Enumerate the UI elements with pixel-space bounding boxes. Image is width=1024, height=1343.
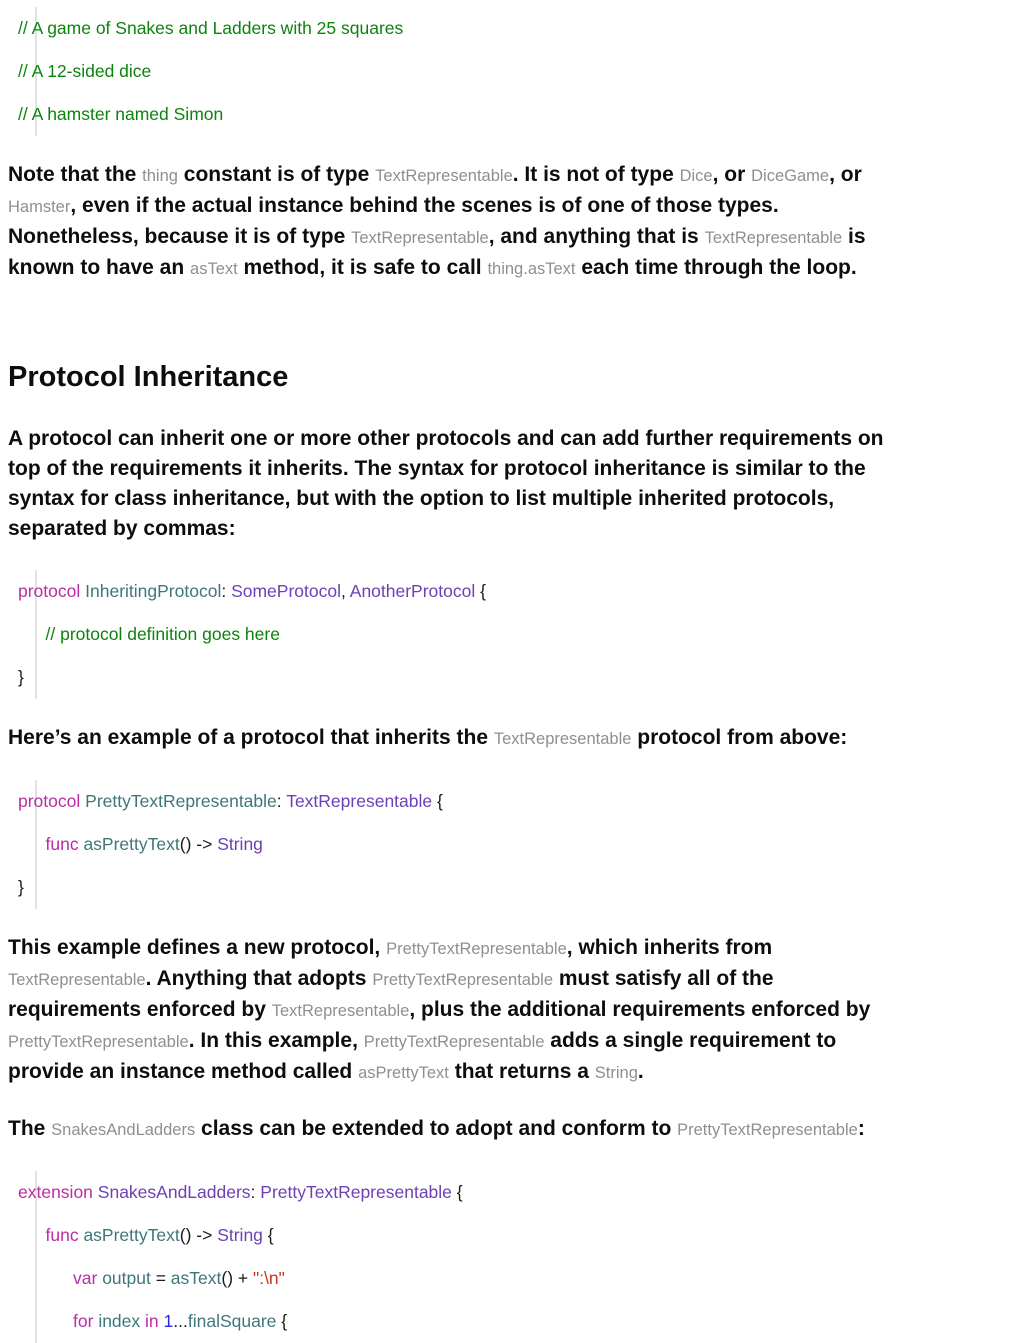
code-text: must satisfy all of the xyxy=(553,967,774,990)
code-type: PrettyTextRepresentable xyxy=(260,1182,452,1202)
code-text: class can be extended to adopt and conform to xyxy=(195,1117,678,1140)
code-identifier: InheritingProtocol xyxy=(85,581,222,601)
code-text: Nonetheless, because it is of type xyxy=(8,225,352,248)
code-line xyxy=(0,1214,1024,1257)
code-string: ":\n" xyxy=(252,1268,285,1288)
code-text: Here’s an example of a protocol that inherits the xyxy=(8,726,494,749)
code-type: AnotherProtocol xyxy=(349,581,476,601)
code-identifier: asPrettyText xyxy=(83,834,180,854)
inline-code: TextRepresentable xyxy=(271,1002,410,1020)
inline-code: PrettyTextRepresentable xyxy=(363,1033,545,1051)
code-text: () + xyxy=(221,1268,253,1288)
code-keyword: for xyxy=(73,1311,94,1331)
code-text: . In this example, xyxy=(188,1029,364,1052)
section-heading: Protocol Inheritance xyxy=(8,361,289,393)
code-text: { xyxy=(262,1225,274,1245)
code-text: { xyxy=(475,581,486,601)
code-type: String xyxy=(217,1225,263,1245)
inline-code: PrettyTextRepresentable xyxy=(372,971,553,989)
inline-code: PrettyTextRepresentable xyxy=(677,1121,858,1139)
code-text: : xyxy=(221,581,232,601)
paragraph-line xyxy=(8,484,1014,514)
code-line xyxy=(0,613,1024,656)
code-identifier: finalSquare xyxy=(187,1311,277,1331)
paragraph xyxy=(8,160,1014,284)
code-listing xyxy=(0,780,1024,909)
code-text: . xyxy=(637,1060,644,1083)
code-line xyxy=(0,1257,1024,1300)
paragraph-line xyxy=(8,160,1014,191)
inline-code: Dice xyxy=(679,167,713,185)
code-text: constant is of type xyxy=(177,163,376,186)
code-text: method, it is safe to call xyxy=(237,256,488,279)
code-text: , xyxy=(341,581,350,601)
code-text: This example defines a new protocol, xyxy=(8,936,387,959)
code-text: : xyxy=(857,1117,865,1140)
paragraph xyxy=(8,933,1014,1088)
code-keyword: var xyxy=(73,1268,98,1288)
code-text: , and anything that is xyxy=(488,225,705,248)
code-text: () -> xyxy=(179,834,218,854)
paragraph-line xyxy=(8,1057,1014,1088)
code-listing xyxy=(0,7,1024,136)
code-line xyxy=(0,823,1024,866)
code-text: () -> xyxy=(179,1225,218,1245)
code-comment: // A 12-sided dice xyxy=(18,61,152,81)
inline-code: SnakesAndLadders xyxy=(51,1121,196,1139)
inline-code: TextRepresentable xyxy=(8,971,146,989)
code-comment: // A hamster named Simon xyxy=(18,104,224,124)
code-keyword: func xyxy=(45,834,79,854)
code-text: A protocol can inherit one or more other protocols and can add further requirements on xyxy=(8,427,884,450)
code-text: : xyxy=(250,1182,261,1202)
code-listing xyxy=(0,1171,1024,1343)
paragraph xyxy=(8,1114,1014,1145)
code-line xyxy=(0,570,1024,613)
code-comment: // A game of Snakes and Ladders with 25 squares xyxy=(18,18,404,38)
code-text: syntax for class inheritance, but with the option to list multiple inherited protocols, xyxy=(8,487,835,510)
paragraph-line xyxy=(8,964,1014,995)
code-text: known to have an xyxy=(8,256,191,279)
code-type: SomeProtocol xyxy=(231,581,341,601)
inline-code: thing xyxy=(142,167,178,185)
inline-code: asText xyxy=(190,260,238,278)
code-type: TextRepresentable xyxy=(286,791,433,811)
code-text: : xyxy=(276,791,287,811)
code-identifier: output xyxy=(102,1268,151,1288)
code-line xyxy=(0,93,1024,136)
code-text: separated by commas: xyxy=(8,517,236,540)
code-identifier: asText xyxy=(170,1268,222,1288)
inline-code: thing.asText xyxy=(487,260,576,278)
code-keyword: protocol xyxy=(18,791,81,811)
code-text: , plus the additional requirements enforced by xyxy=(409,998,871,1021)
inline-code: DiceGame xyxy=(751,167,830,185)
paragraph-line xyxy=(8,424,1014,454)
code-line xyxy=(0,1300,1024,1343)
inline-code: String xyxy=(594,1064,638,1082)
paragraph-line xyxy=(8,723,1014,754)
code-line xyxy=(0,7,1024,50)
code-line xyxy=(0,1171,1024,1214)
code-line xyxy=(0,656,1024,699)
inline-code: TextRepresentable xyxy=(493,730,632,748)
inline-code: TextRepresentable xyxy=(704,229,843,247)
code-type: SnakesAndLadders xyxy=(97,1182,251,1202)
code-listing xyxy=(0,570,1024,699)
code-comment: // protocol definition goes here xyxy=(45,624,280,644)
code-line xyxy=(0,866,1024,909)
inline-code: TextRepresentable xyxy=(375,167,513,185)
code-text: = xyxy=(150,1268,171,1288)
paragraph-line xyxy=(8,933,1014,964)
paragraph-line xyxy=(8,1026,1014,1057)
code-text: that returns a xyxy=(448,1060,595,1083)
code-text: , or xyxy=(712,163,752,186)
code-text: { xyxy=(451,1182,463,1202)
paragraph-line xyxy=(8,454,1014,484)
inline-code: Hamster xyxy=(8,198,71,216)
code-text: { xyxy=(432,791,443,811)
inline-code: PrettyTextRepresentable xyxy=(386,940,567,958)
code-text: } xyxy=(18,877,24,897)
code-identifier: asPrettyText xyxy=(83,1225,180,1245)
code-keyword: protocol xyxy=(18,581,81,601)
code-line xyxy=(0,50,1024,93)
code-text: provide an instance method called xyxy=(8,1060,359,1083)
code-text: The xyxy=(8,1117,52,1140)
code-line xyxy=(0,780,1024,823)
paragraph-line xyxy=(8,995,1014,1026)
code-text: } xyxy=(18,667,24,687)
paragraph xyxy=(8,424,1014,544)
code-text: each time through the loop. xyxy=(575,256,857,279)
code-text: , or xyxy=(829,163,862,186)
paragraph-line xyxy=(8,253,1014,284)
inline-code: asPrettyText xyxy=(358,1064,449,1082)
code-text: , even if the actual instance behind the scenes is of one of those types. xyxy=(70,194,779,217)
code-text: . Anything that adopts xyxy=(145,967,373,990)
code-keyword: extension xyxy=(18,1182,93,1202)
code-text: Note that the xyxy=(8,163,143,186)
code-keyword: func xyxy=(45,1225,79,1245)
code-type: String xyxy=(217,834,263,854)
code-text: , which inherits from xyxy=(566,936,773,959)
paragraph-line xyxy=(8,222,1014,253)
code-number: 1 xyxy=(163,1311,174,1331)
code-text: adds a single requirement to xyxy=(544,1029,837,1052)
paragraph-line xyxy=(8,1114,1014,1145)
code-text: . It is not of type xyxy=(512,163,680,186)
paragraph-line xyxy=(8,191,1014,222)
code-identifier: index xyxy=(98,1311,141,1331)
inline-code: PrettyTextRepresentable xyxy=(8,1033,189,1051)
inline-code: TextRepresentable xyxy=(351,229,489,247)
code-text: protocol from above: xyxy=(631,726,848,749)
code-text: requirements enforced by xyxy=(8,998,272,1021)
code-identifier: PrettyTextRepresentable xyxy=(85,791,277,811)
code-keyword: in xyxy=(145,1311,159,1331)
code-text: ... xyxy=(173,1311,188,1331)
paragraph xyxy=(8,723,1014,754)
code-text: is xyxy=(842,225,866,248)
paragraph-line xyxy=(8,514,1014,544)
code-text: top of the requirements it inherits. The syntax for protocol inheritance is similar to the xyxy=(8,457,866,480)
code-text: { xyxy=(276,1311,288,1331)
